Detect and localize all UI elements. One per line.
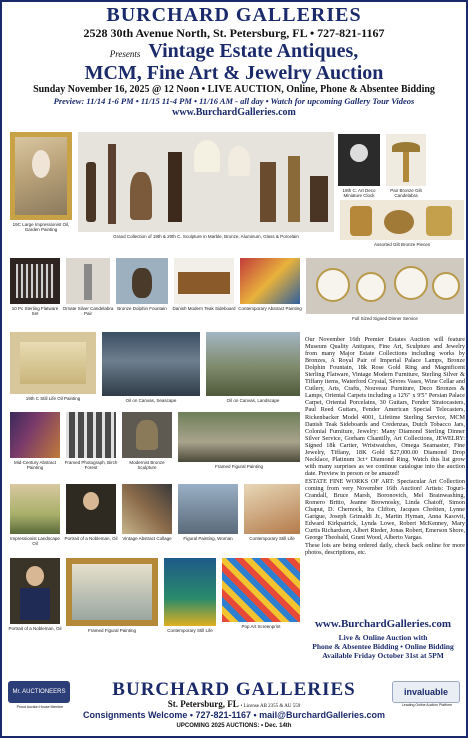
caption: Danish Modern Teak Sideboard [172, 306, 236, 311]
footer-brand: BURCHARD GALLERIES [112, 679, 356, 700]
caption: Pop Art Screenprint [241, 624, 281, 629]
modernist-sculpture-image [122, 412, 172, 458]
footer-upcoming: UPCOMING 2025 AUCTIONS: • Dec. 14th [176, 723, 292, 729]
contemporary-still-life-image [244, 484, 300, 534]
caption: Figural Painting, Woman [183, 536, 233, 541]
clock-image [338, 134, 380, 186]
caption: Framed Figural Painting [214, 464, 264, 469]
header [2, 4, 466, 119]
bidding-line: Live & Online Auction with [338, 633, 428, 642]
caption: 19th C. Art Deco Miniature Clock [342, 188, 376, 198]
nobleman-portrait-image [66, 484, 116, 534]
address: 2528 30th Avenue North, St. Petersburg, FL • 727-821-1167 [83, 26, 385, 40]
website-link-secondary[interactable]: www.BurchardGalleries.com [314, 618, 452, 630]
impressionist-landscape-image [10, 484, 60, 534]
birch-forest-image [66, 412, 116, 458]
caption: Contemporary Still Life [167, 628, 213, 633]
caption: Oil on Canvas, Landscape [226, 398, 280, 403]
bidding-info [300, 633, 466, 660]
website-link[interactable]: www.BurchardGalleries.com [172, 107, 296, 118]
invaluable-logo-caption: Leading Online Auction Platform [401, 703, 452, 707]
abstract-painting-image [240, 258, 300, 304]
woman-painting-image [178, 484, 238, 534]
caption: Grand Collection of 19th & 20th C. Sculpture in Marble, Bronze, Aluminum, Glass & Porcelain [113, 234, 299, 239]
figural-painting-image [178, 412, 300, 462]
dinner-service-image [306, 258, 464, 314]
sculpture-collection-image [78, 132, 334, 232]
caption: Mid-Century Abstract Painting [13, 460, 56, 470]
footer-city-name: St. Petersburg, FL [167, 699, 239, 709]
caption: Bronze Dolphin Fountain [117, 306, 167, 311]
still-life-image [10, 332, 96, 394]
abstract-image [10, 412, 60, 458]
auction-description [305, 336, 465, 557]
silver-candelabra-image [66, 258, 110, 304]
caption: Framed Photograph, Birch Forest [64, 460, 118, 470]
preview-schedule: Preview: 11/14 1-6 PM • 11/15 11-4 PM • 11/16 AM - all day • Watch for upcoming Gallery Tour Videos [53, 96, 415, 106]
footer-license: • License AB 2355 & AU 559 [240, 704, 301, 709]
footer [2, 679, 466, 736]
caption: 10 Pc Sterling Flatware Set [11, 306, 59, 316]
caption: 19th C Still Life Oil Painting [25, 396, 81, 401]
seascape-image [102, 332, 200, 396]
caption: Contemporary Abstract Painting [238, 306, 302, 311]
caption: Portrait of a Nobleman, Oil [64, 536, 118, 541]
brand-title: BURCHARD GALLERIES [106, 4, 362, 26]
candelabra-image [386, 134, 426, 186]
footer-contact[interactable]: Consignments Welcome • 727-821-1167 • mail@BurchardGalleries.com [82, 710, 386, 720]
description-paragraph: ESTATE FINE WORKS OF ART: Spectacular Art Collection coming from very November 16th Auction! Artists: Toguri-Crandall, Bruce Marsh, Boronovich, Mel Brainwashing, Romero Britto, Jeanne Brownosky, Linda Chatoff, Simon Chaput, D. Chernock, Ira Clifton, Jacques Chrétien, Lynne Garigue, Joseph Grimaldi Jr., Martin Hyman, Anna Kasovit, Edward Kirkpatrick, Lynda Lowe, Robert McKenney, Mary Curtis Richardson, Albert Rieder, Jonas Robert, Emerson Shore, George Theobald, Grant Wood, Alberto Vargas. [305, 477, 465, 542]
presents-label: Presents [109, 49, 141, 59]
gilt-bronze-image [340, 200, 464, 240]
framed-painting-image [66, 558, 158, 626]
bidding-line: Phone & Absentee Bidding • Online Bidding [312, 642, 454, 651]
pop-art-screenprint-image [222, 558, 300, 622]
caption: Contemporary Still Life [249, 536, 295, 541]
caption: Assorted Gilt Bronze Pieces [373, 242, 431, 247]
caption: Oil on Canvas, Seascape [125, 398, 177, 403]
flatware-image [10, 258, 60, 304]
auction-title-line1: Vintage Estate Antiques, [148, 40, 359, 62]
royal-portrait-image [10, 558, 60, 624]
caption: Modernist Bronze Sculpture [129, 460, 165, 470]
dolphin-fountain-image [116, 258, 168, 304]
invaluable-logo: invaluable [392, 681, 460, 703]
caption: Ornate Silver Candelabra Pair [62, 306, 114, 316]
caption: Vintage Abstract Collage [122, 536, 172, 541]
pop-painting-image [164, 558, 216, 626]
caption: 19C Large Impressionist Oil, Garden Painting [12, 222, 70, 232]
caption: Impressionist Landscape Oil [10, 536, 60, 546]
caption: Pair Bronze Gilt Candelabra [390, 188, 422, 198]
caption: Framed Figural Painting [87, 628, 137, 633]
landscape-image [206, 332, 300, 396]
caption: Portrait of a Nobleman, Oil [8, 626, 62, 631]
bidding-line: Available Friday October 31st at 5PM [322, 651, 444, 660]
description-paragraph: Our November 16th Premier Estates Auction will feature Museum Quality Antiques, Fine Art, Sculpture and Jewelry from many Major Estate Collections including works by Bronzes, A Royal Pair of Imperial Palace Lamps, Bronze Dolphin Fountain, 18k Rose Gold Ring and Magnificent Sterling Flatware, Vintage Modern Furniture, Sterling Silver & Tiffany items, Waterford Crystal, Sèvres Vases, Wine Cellar and Cutlery, Arts, Crafts, Nouveau Furniture, Deco Bronzes & Lamps, Oriental Carpets including a 12'6" x 9'5" Persian Palace Carpet, Oriental Porcelains, 30 Guitars, Fender Stratocasters, Paul Reed Guitars, Fender American Special Telecasters, Rickenbacker Model 4001, Lifetime Sterling Service, MCM Danish Teak Sideboards and Credenzas, Dutch Tobacco Jars, Colonial Furniture, Jewelry: Many Diamond Sterling Dinner Silver Service, Gorham Chantilly, Art Collections, JEWELRY: Signed 18k Cartier, Wristwatches, Omega Seamaster, Fine Jewelry, Tiffany, 18K Gold $27,000.00 Diamond Drop Necklace, Platinum 3ct+ Diamond Ring. Watch this list grow with many surprises as we continue catalogue into the auction date. Preview in person or be amazed! [305, 336, 465, 477]
painting-garden-image [10, 132, 72, 220]
auction-title-line2: MCM, Fine Art & Jewelry Auction [84, 62, 384, 84]
auctioneers-logo: Mr. AUCTIONEERS [8, 681, 70, 703]
auctioneers-logo-caption: Proud Auction House Member [16, 705, 64, 709]
description-paragraph: These lots are being ordered daily, check back online for more photos, descriptions, etc. [305, 542, 465, 557]
caption: Full Sized Signed Dinner Service [352, 316, 418, 321]
sideboard-image [174, 258, 234, 304]
auction-dateline: Sunday November 16, 2025 @ 12 Noon • LIVE AUCTION, Online, Phone & Absentee Bidding [33, 84, 435, 95]
collage-image [122, 484, 172, 534]
